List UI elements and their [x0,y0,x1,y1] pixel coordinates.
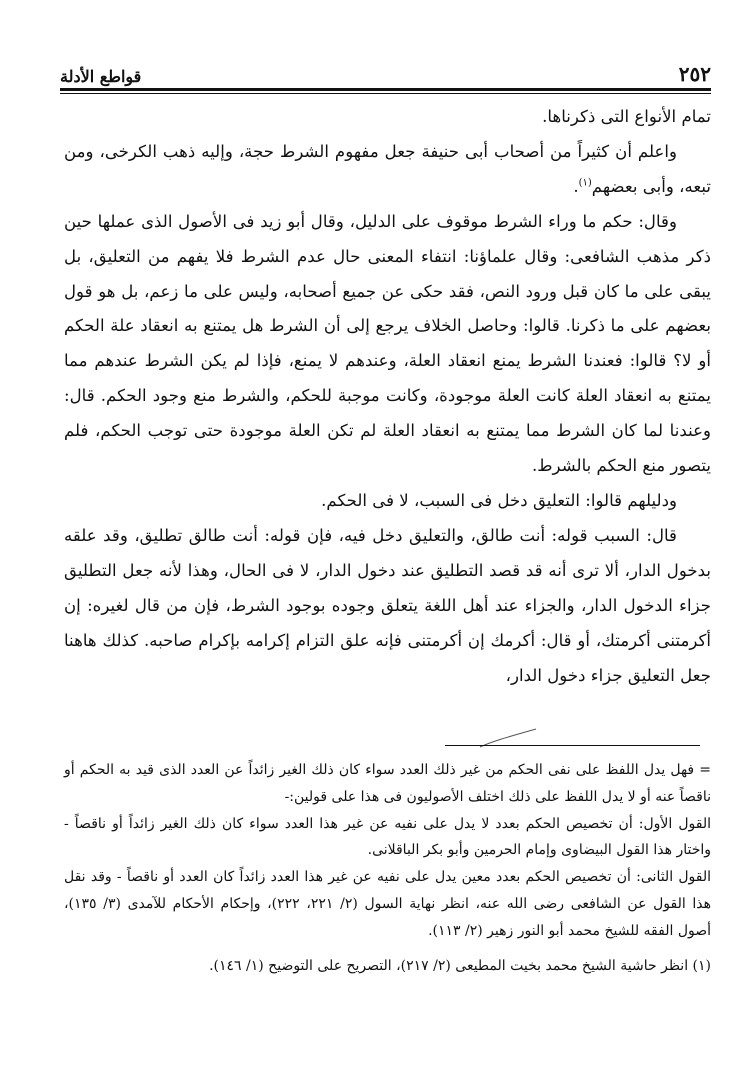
paragraph-4: ودليلهم قالوا: التعليق دخل فى السبب، لا فى الحكم. [321,490,677,510]
footnote-1: (١) انظر حاشية الشيخ محمد بخيت المطيعى (٢/ ٢١٧)، التصريح على التوضيح (١/ ١٤٦). [209,957,711,974]
footnote-separator [445,745,700,746]
page-number: ٢٥٢ [678,62,711,86]
footnotes [64,757,711,979]
paragraph-2 [64,135,711,205]
paragraph-1: تمام الأنواع التى ذكرناها. [542,107,711,126]
footnote-second-opinion: القول الثانى: أن تخصيص الحكم بعدد معين يدل على نفيه عن غير هذا العدد زائداً كان العدد أو ناقصاً - وقد نقل هذا القول عن الشافعى رضى الله عنه، انظر نهاية السول (٢/ ٢٢١، ٢٢٢)، وإحكام الأحكام للآمدى (٣/ ١٣٥)، أصول الفقه للشيخ محمد أبو النور زهير (٢/ ١١٣). [64,869,712,939]
running-title: قواطع الأدلة [60,67,142,86]
footnote-continued: = فهل يدل اللفظ على نفى الحكم من غير ذلك العدد سواء كان ذلك الغير زائداً عن العدد الذى قيد به الحكم أو ناقصاً عنه أو لا يدل اللفظ على ذلك اختلف الأصوليون فى هذا على قولين:- [64,762,711,805]
footnote-first-opinion: القول الأول: أن تخصيص الحكم بعدد لا يدل على نفيه عن غير هذا العدد سواء كان ذلك الغير زائداً أو ناقصاً - واختار هذا القول البيضاوى وإمام الحرمين وأبو بكر الباقلانى. [64,815,711,859]
paragraph-5: قال: السبب قوله: أنت طالق، والتعليق دخل فيه، فإن قوله: أنت طالق تطليق، وقد علقه بدخول الدار، ألا ترى أنه قد قصد التطليق عند دخول الدار، لا فى الحال، وهذا لأنه جعل التطليق جزاء الدخول الدار، والجزاء عند أهل اللغة يتعلق وجوده بوجود الشرط، فإن من قال لغيره: إن أكرمتنى أكرمتك، أو قال: أكرمك إن أكرمتنى فإنه علق التزام إكرامه بإكرام صاحبه. كذلك هاهنا جعل التعليق جزاء دخول الدار، [64,525,711,685]
footnote-ref-1: (١) [578,177,592,189]
paragraph-3: وقال: حكم ما وراء الشرط موقوف على الدليل، وقال أبو زيد فى الأصول الذى عملها حين ذكر مذهب الشافعى: وقال علماؤنا: انتفاء المعنى حال عدم الشرط فلا يفهم من التعليق، بل يبقى على ما كان قبل ورود النص، فقد حكى عن جميع أصحابه، وليس على ما زعم، بل هو قول بعضهم على ما ذكرنا. قالوا: وحاصل الخلاف يرجع إلى أن الشرط هل يمتنع به انعقاد علة الحكم أو لا؟ قالوا: فعندنا الشرط يمنع انعقاد العلة، وعندهم لا يمنع، فإذا لم يكن الشرط عندهم مما يمتنع به انعقاد العلة كانت العلة موجودة، وكانت موجبة للحكم، والشرط منع وجود الحكم. قال: وعندنا لما كان الشرط مما يمتنع به انعقاد العلة لم تكن العلة موجودة حتى توجب الحكم، فلم يتصور منع الحكم بالشرط. [64,211,711,476]
main-text [64,100,711,693]
header-rule-thin [60,93,711,94]
paragraph-2-end: . [573,176,579,196]
paragraph-2-text: واعلم أن كثيراً من أصحاب أبى حنيفة جعل مفهوم الشرط حجة، وإليه ذهب الكرخى، ومن تبعه، وأبى بعضهم [64,141,711,196]
header-rule-thick [60,88,711,91]
page-header [60,56,711,86]
